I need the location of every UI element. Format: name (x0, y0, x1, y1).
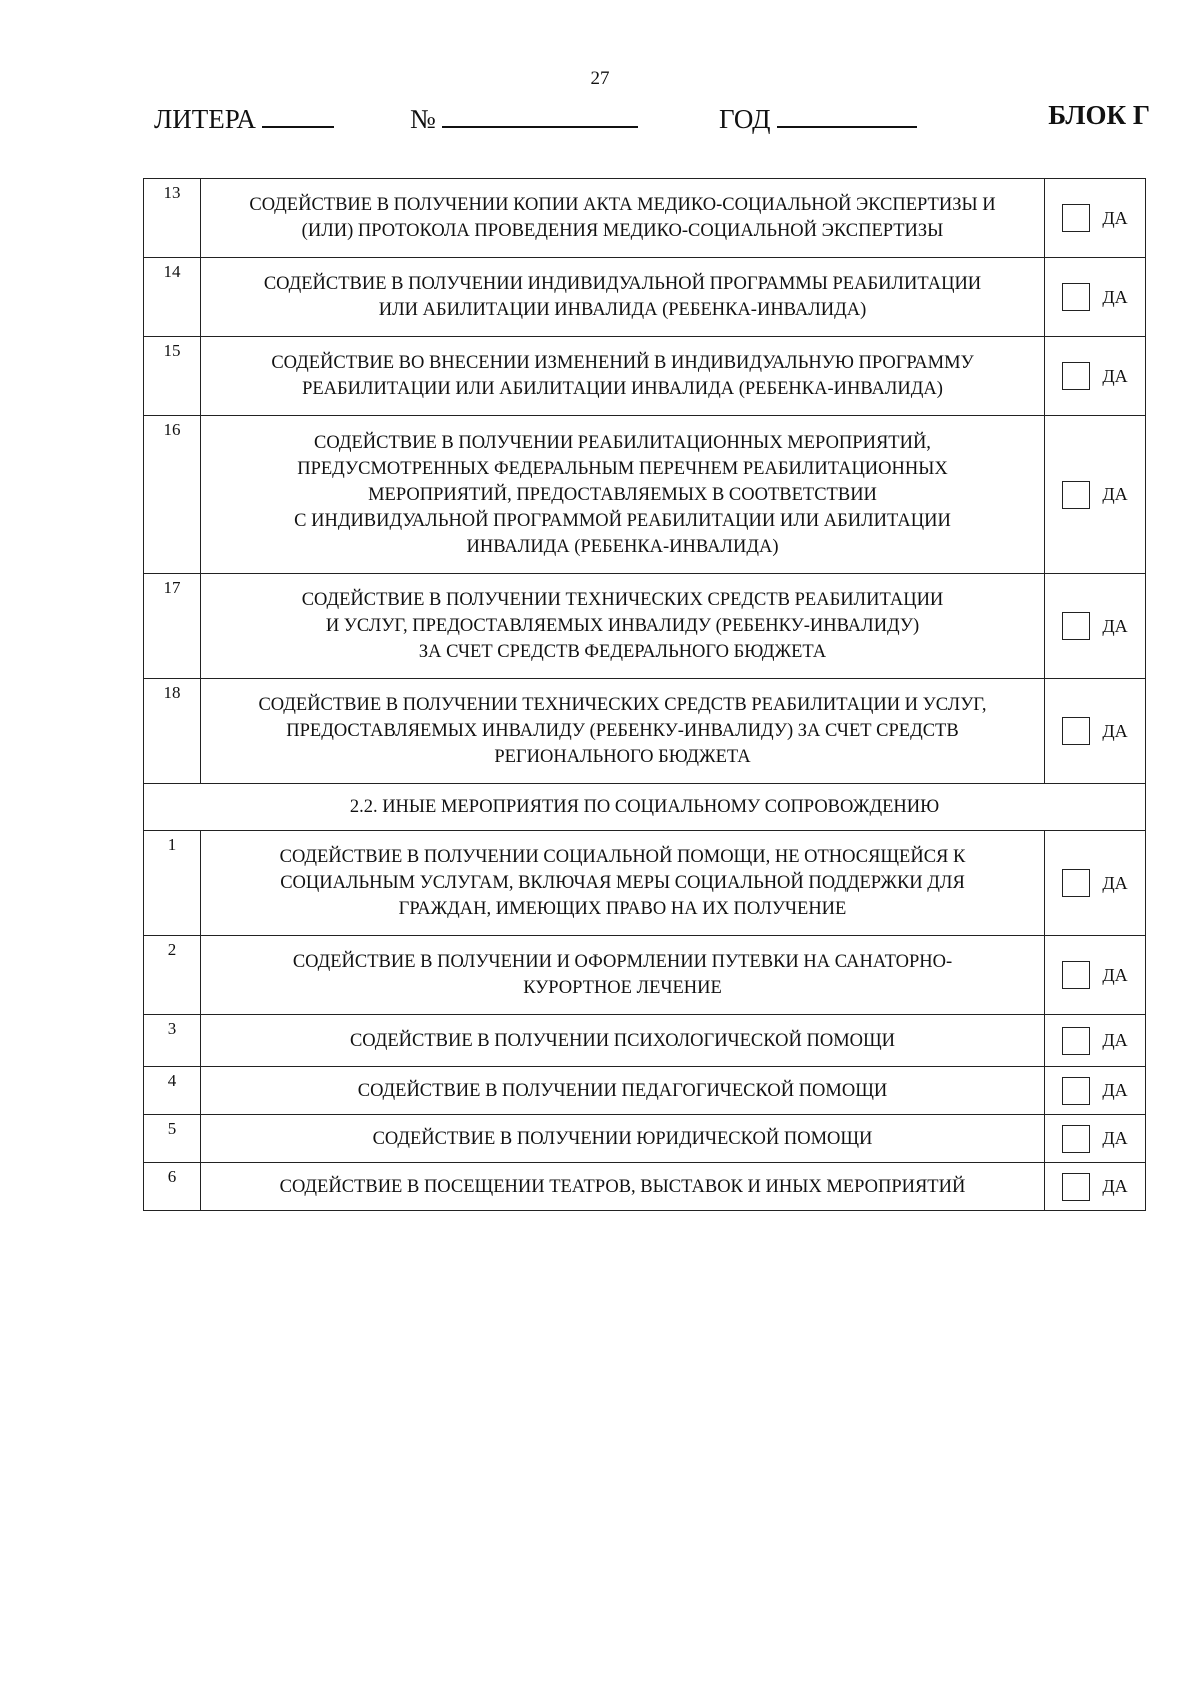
litera-label: ЛИТЕРА (154, 104, 256, 134)
number-label: № (410, 104, 436, 134)
description-line: СОДЕЙСТВИЕ В ПОЛУЧЕНИИ ПЕДАГОГИЧЕСКОЙ ПОМОЩИ (357, 1080, 888, 1101)
row-checkbox-cell (1045, 1163, 1146, 1211)
row-description (201, 1115, 1045, 1163)
description-line: РЕАБИЛИТАЦИИ ИЛИ АБИЛИТАЦИИ ИНВАЛИДА (РЕБЕНКА-ИНВАЛИДА) (302, 379, 943, 399)
row-description (201, 574, 1045, 679)
measures-part2 (144, 831, 1146, 1211)
yes-checkbox[interactable] (1062, 204, 1090, 232)
yes-checkbox[interactable] (1062, 869, 1090, 897)
yes-label: ДА (1102, 872, 1128, 893)
row-number: 16 (144, 416, 201, 574)
table-row (144, 679, 1146, 784)
row-number: 2 (144, 936, 201, 1015)
description-line: СОДЕЙСТВИЕ В ПОЛУЧЕНИИ КОПИИ АКТА МЕДИКО-СОЦИАЛЬНОЙ ЭКСПЕРТИЗЫ И (249, 195, 996, 215)
row-checkbox-cell (1045, 831, 1146, 936)
section-2-2-header (144, 784, 1146, 831)
yes-option (1045, 1125, 1145, 1153)
row-description (201, 831, 1045, 936)
yes-checkbox[interactable] (1062, 1125, 1090, 1153)
description-line: СОДЕЙСТВИЕ В ПОЛУЧЕНИИ ПСИХОЛОГИЧЕСКОЙ ПОМОЩИ (349, 1030, 896, 1051)
description-line: ПРЕДОСТАВЛЯЕМЫХ ИНВАЛИДУ (РЕБЕНКУ-ИНВАЛИДУ) ЗА СЧЕТ СРЕДСТВ (286, 721, 959, 741)
description-line: ПРЕДУСМОТРЕННЫХ ФЕДЕРАЛЬНЫМ ПЕРЕЧНЕМ РЕАБИЛИТАЦИОННЫХ (297, 458, 948, 479)
yes-label: ДА (1102, 286, 1128, 307)
number-input-line[interactable] (442, 100, 638, 128)
measures-table (143, 178, 1146, 1211)
yes-checkbox[interactable] (1062, 1027, 1090, 1055)
year-input-line[interactable] (777, 100, 917, 128)
row-number: 13 (144, 179, 201, 258)
block-label: БЛОК Г (1048, 100, 1150, 130)
yes-option (1045, 869, 1145, 897)
row-description (201, 179, 1045, 258)
row-description (201, 936, 1045, 1015)
yes-option (1045, 612, 1145, 640)
description-line: МЕРОПРИЯТИЙ, ПРЕДОСТАВЛЯЕМЫХ В СООТВЕТСТВИИ (368, 484, 877, 505)
row-description (201, 416, 1045, 574)
row-description (201, 1163, 1045, 1211)
year-field (719, 100, 917, 135)
row-number: 14 (144, 258, 201, 337)
row-number: 6 (144, 1163, 201, 1211)
row-checkbox-cell (1045, 574, 1146, 679)
yes-option (1045, 283, 1145, 311)
description-line: СОДЕЙСТВИЕ ВО ВНЕСЕНИИ ИЗМЕНЕНИЙ В ИНДИВИДУАЛЬНУЮ ПРОГРАММУ (271, 353, 974, 373)
row-number: 3 (144, 1015, 201, 1067)
yes-option (1045, 204, 1145, 232)
table-row (144, 1015, 1146, 1067)
yes-option (1045, 717, 1145, 745)
yes-label: ДА (1102, 615, 1128, 636)
yes-label: ДА (1102, 207, 1128, 228)
yes-option (1045, 1077, 1145, 1105)
yes-checkbox[interactable] (1062, 612, 1090, 640)
yes-checkbox[interactable] (1062, 961, 1090, 989)
row-description (201, 337, 1045, 416)
measures-part1 (144, 179, 1146, 784)
year-label: ГОД (719, 104, 771, 134)
yes-checkbox[interactable] (1062, 1077, 1090, 1105)
table-row (144, 1163, 1146, 1211)
yes-label: ДА (1102, 964, 1128, 985)
description-line: ГРАЖДАН, ИМЕЮЩИХ ПРАВО НА ИХ ПОЛУЧЕНИЕ (398, 899, 847, 919)
row-description (201, 258, 1045, 337)
table-row (144, 1115, 1146, 1163)
litera-input-line[interactable] (262, 100, 334, 128)
row-number: 1 (144, 831, 201, 936)
description-line: СОДЕЙСТВИЕ В ПОСЕЩЕНИИ ТЕАТРОВ, ВЫСТАВОК И ИНЫХ МЕРОПРИЯТИЙ (279, 1176, 966, 1197)
row-checkbox-cell (1045, 1115, 1146, 1163)
row-checkbox-cell (1045, 1067, 1146, 1115)
row-number: 17 (144, 574, 201, 679)
row-checkbox-cell (1045, 258, 1146, 337)
row-checkbox-cell (1045, 416, 1146, 574)
table-row (144, 1067, 1146, 1115)
section-title: 2.2. ИНЫЕ МЕРОПРИЯТИЯ ПО СОЦИАЛЬНОМУ СОПРОВОЖДЕНИЮ (144, 784, 1146, 831)
description-line: СОДЕЙСТВИЕ В ПОЛУЧЕНИИ И ОФОРМЛЕНИИ ПУТЕВКИ НА САНАТОРНО- (292, 952, 953, 972)
yes-option (1045, 1173, 1145, 1201)
description-line: СОДЕЙСТВИЕ В ПОЛУЧЕНИИ ЮРИДИЧЕСКОЙ ПОМОЩИ (372, 1128, 873, 1149)
table-row (144, 258, 1146, 337)
description-line: СОДЕЙСТВИЕ В ПОЛУЧЕНИИ ИНДИВИДУАЛЬНОЙ ПРОГРАММЫ РЕАБИЛИТАЦИИ (263, 274, 982, 294)
row-number: 18 (144, 679, 201, 784)
yes-label: ДА (1102, 1030, 1128, 1050)
description-line: И УСЛУГ, ПРЕДОСТАВЛЯЕМЫХ ИНВАЛИДУ (РЕБЕНКУ-ИНВАЛИДУ) (325, 616, 920, 636)
row-checkbox-cell (1045, 936, 1146, 1015)
yes-checkbox[interactable] (1062, 717, 1090, 745)
description-line: РЕГИОНАЛЬНОГО БЮДЖЕТА (494, 747, 751, 767)
row-checkbox-cell (1045, 679, 1146, 784)
row-description (201, 679, 1045, 784)
description-line: (ИЛИ) ПРОТОКОЛА ПРОВЕДЕНИЯ МЕДИКО-СОЦИАЛЬНОЙ ЭКСПЕРТИЗЫ (301, 221, 944, 241)
yes-checkbox[interactable] (1062, 481, 1090, 509)
table-row (144, 574, 1146, 679)
row-checkbox-cell (1045, 1015, 1146, 1067)
description-line: С ИНДИВИДУАЛЬНОЙ ПРОГРАММОЙ РЕАБИЛИТАЦИИ ИЛИ АБИЛИТАЦИИ (294, 510, 951, 531)
page-number: 27 (590, 68, 610, 89)
description-line: СОДЕЙСТВИЕ В ПОЛУЧЕНИИ ТЕХНИЧЕСКИХ СРЕДСТВ РЕАБИЛИТАЦИИ (301, 590, 944, 610)
yes-checkbox[interactable] (1062, 362, 1090, 390)
description-line: СОДЕЙСТВИЕ В ПОЛУЧЕНИИ РЕАБИЛИТАЦИОННЫХ МЕРОПРИЯТИЙ, (314, 432, 931, 453)
table-row (144, 416, 1146, 574)
row-description (201, 1067, 1045, 1115)
yes-label: ДА (1102, 720, 1128, 741)
yes-option (1045, 1027, 1145, 1055)
description-line: ИЛИ АБИЛИТАЦИИ ИНВАЛИДА (РЕБЕНКА-ИНВАЛИДА) (378, 300, 867, 320)
row-number: 15 (144, 337, 201, 416)
litera-field (154, 100, 334, 135)
yes-label: ДА (1102, 1128, 1128, 1148)
yes-checkbox[interactable] (1062, 1173, 1090, 1201)
description-line: СОДЕЙСТВИЕ В ПОЛУЧЕНИИ ТЕХНИЧЕСКИХ СРЕДСТВ РЕАБИЛИТАЦИИ И УСЛУГ, (258, 695, 987, 715)
yes-label: ДА (1102, 1080, 1128, 1100)
table-row (144, 179, 1146, 258)
yes-checkbox[interactable] (1062, 283, 1090, 311)
description-line: КУРОРТНОЕ ЛЕЧЕНИЕ (523, 978, 722, 998)
row-description (201, 1015, 1045, 1067)
yes-label: ДА (1102, 1176, 1128, 1196)
yes-option (1045, 481, 1145, 509)
description-line: СОДЕЙСТВИЕ В ПОЛУЧЕНИИ СОЦИАЛЬНОЙ ПОМОЩИ, НЕ ОТНОСЯЩЕЙСЯ К (279, 847, 966, 867)
yes-label: ДА (1102, 365, 1128, 386)
row-checkbox-cell (1045, 179, 1146, 258)
number-field (410, 100, 638, 135)
description-line: ЗА СЧЕТ СРЕДСТВ ФЕДЕРАЛЬНОГО БЮДЖЕТА (418, 642, 827, 662)
table-row (144, 831, 1146, 936)
table-row (144, 337, 1146, 416)
row-checkbox-cell (1045, 337, 1146, 416)
yes-label: ДА (1102, 484, 1128, 504)
row-number: 5 (144, 1115, 201, 1163)
description-line: ИНВАЛИДА (РЕБЕНКА-ИНВАЛИДА) (466, 536, 779, 557)
table-row (144, 936, 1146, 1015)
section-row (144, 784, 1146, 831)
yes-option (1045, 961, 1145, 989)
description-line: СОЦИАЛЬНЫМ УСЛУГАМ, ВКЛЮЧАЯ МЕРЫ СОЦИАЛЬНОЙ ПОДДЕРЖКИ ДЛЯ (280, 873, 965, 893)
form-header (154, 100, 1150, 140)
row-number: 4 (144, 1067, 201, 1115)
yes-option (1045, 362, 1145, 390)
